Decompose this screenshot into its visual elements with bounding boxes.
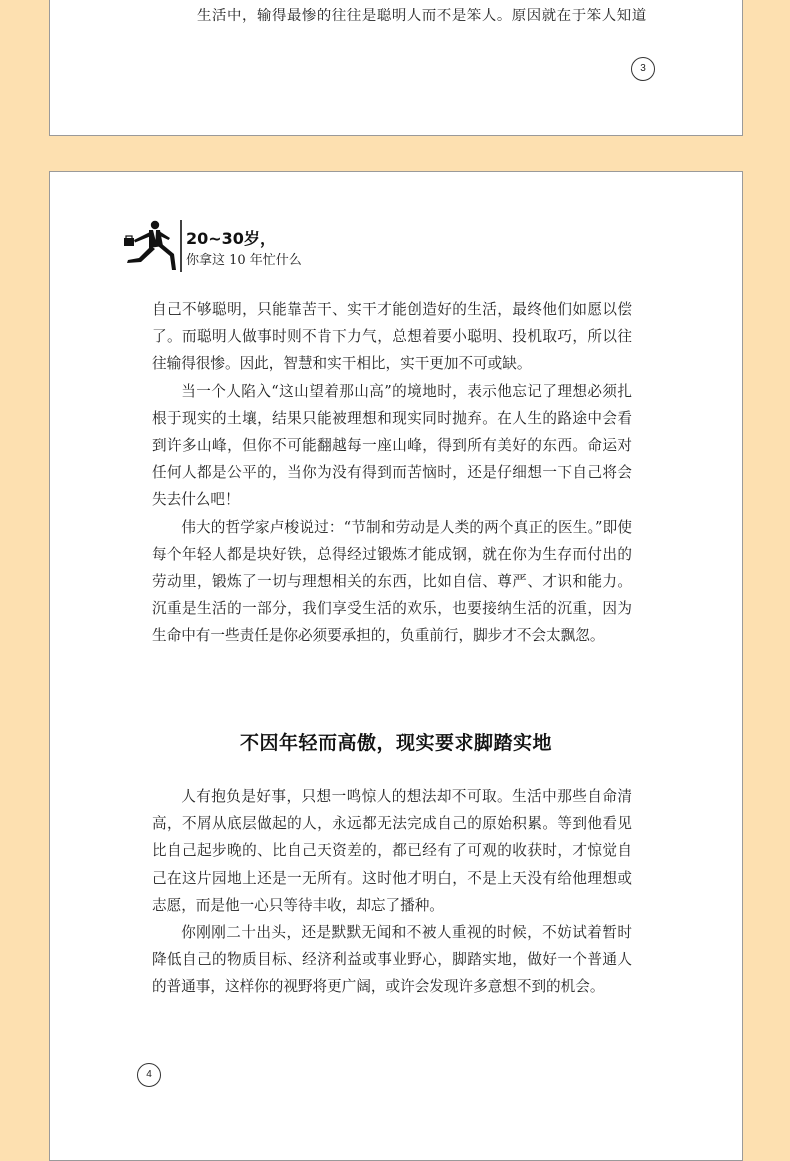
body-text-section-2 (152, 783, 632, 1001)
section-heading: 不因年轻而高傲，现实要求脚踏实地 (239, 732, 552, 754)
paragraph: 你刚刚二十出头，还是默默无闻和不被人重视的时候，不妨试着暂时降低自己的物质目标、经济利益或事业野心，脚踏实地，做好一个普通人的普通事，这样你的视野将更广阔，或许会发现许多意想不到的机会。 (152, 924, 632, 996)
paragraph: 当一个人陷入“这山望着那山高”的境地时，表示他忘记了理想必须扎根于现实的土壤，结果只能被理想和现实同时抛弃。在人生的路途中会看到许多山峰，但你不可能翻越每一座山峰，得到所有美好的东西。命运对任何人都是公平的，当你为没有得到而苦恼时，还是仔细想一下自己将会失去什么吧！ (152, 382, 632, 509)
page-number: 4 (137, 1063, 161, 1087)
previous-page (49, 0, 743, 136)
page-number: 3 (631, 57, 655, 81)
chapter-subtitle: 你拿这 10 年忙什么 (186, 253, 302, 268)
paragraph: 伟大的哲学家卢梭说过：“节制和劳动是人类的两个真正的医生。”即使每个年轻人都是块好铁，总得经过锻炼才能成钢，就在你为生存而付出的劳动里，锻炼了一切与理想相关的东西，比如自信、尊严、才识和能力。沉重是生活的一部分，我们享受生活的欢乐，也要接纳生活的沉重，因为生命中有一些责任是你必须要承担的，负重前行，脚步才不会太飘忽。 (152, 518, 632, 645)
previous-page-last-line: 生活中，输得最惨的往往是聪明人而不是笨人。原因就在于笨人知道 (197, 8, 647, 24)
chapter-title: 20~30岁， (186, 229, 276, 248)
paragraph: 自己不够聪明，只能靠苦干、实干才能创造好的生活，最终他们如愿以偿了。而聪明人做事时则不肯下力气，总想着要小聪明、投机取巧，所以往往输得很惨。因此，智慧和实干相比，实干更加不可或缺。 (152, 301, 632, 373)
running-businessman-icon (122, 218, 188, 274)
paragraph: 人有抱负是好事，只想一鸣惊人的想法却不可取。生活中那些自命清高，不屑从底层做起的人，永远都无法完成自己的原始积累。等到他看见比自己起步晚的、比自己天资差的，都已经有了可观的收获时，才惊觉自己在这片园地上还是一无所有。这时他才明白，不是上天没有给他理想或志愿，而是他一心只等待丰收，却忘了播种。 (152, 788, 632, 914)
chapter-header (122, 218, 362, 278)
current-page (49, 171, 743, 1161)
body-text-section-1 (152, 296, 632, 650)
